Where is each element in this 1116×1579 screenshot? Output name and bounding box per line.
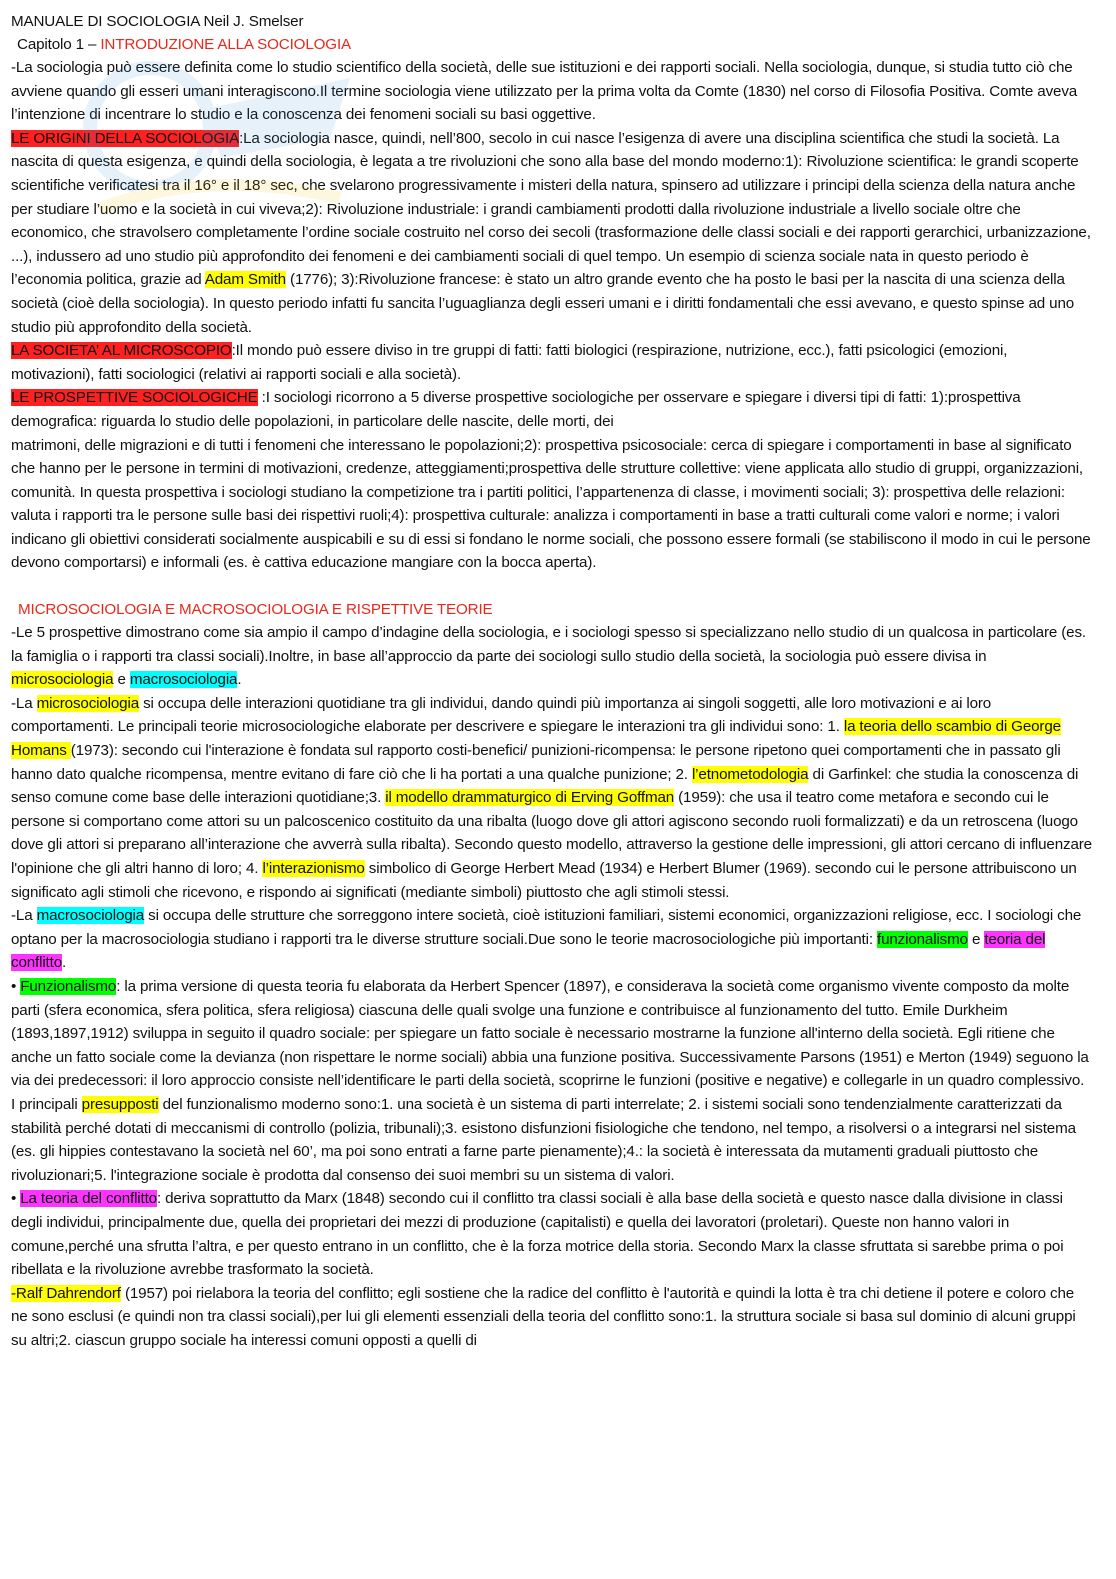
paragraph-prospettive bbox=[11, 386, 1092, 433]
section-title-micro-macro: MICROSOCIOLOGIA E MACROSOCIOLOGIA E RISPETTIVE TEORIE bbox=[18, 601, 493, 619]
highlight-presupposti: presupposti bbox=[81, 1095, 159, 1113]
highlight-funzionalismo-2: Funzionalismo bbox=[20, 977, 117, 995]
highlight-microsociologia: microsociologia bbox=[11, 671, 114, 689]
p8-text-a: : la prima versione di questa teoria fu elaborata da Herbert Spencer (1897), e considerava la società come organismo vivente composto da molte parti (sfera economica, sfera politica, sfera religiosa) ciascuna delle quali svolge una funzione e contribuisce al funzionamento del tutto. Emile Durkheim (1893,1897,1912) sviluppa in seguito il quadro sociale: per spiegare un fatto sociale è necessario mostrarne la funzione all'interno della società. Egli ritiene che anche un fatto sociale come la devianza (non rispettare le norme sociali) abbia una funzione positiva. Successivamente Parsons (1951) e Merton (1949) seguono la via dei predecessori: il loro approccio consiste nell’identificare le parti della società, scoprirne le funzioni (positive e negative) e collegarle in un quadro complessivo. I principali bbox=[11, 977, 1089, 1113]
paragraph-microscopio bbox=[11, 339, 1092, 386]
origini-text-a: :La sociologia nasce, quindi, nell’800, secolo in cui nasce l’esigenza di avere una disciplina scientifica che studi la società. La nascita di questa esigenza, e quindi della sociologia, è legata a tre rivoluzioni che sono alla base del mondo moderno:1): Rivoluzione scientifica: le grandi scoperte scientifiche verificatesi tra il 16° e il 18° sec, che svelarono progressivamente i misteri della natura, spinsero ad utilizzare i principi della scienza della natura anche per studiare l’uomo e la società in cui viveva;2): Rivoluzione industriale: i grandi cambiamenti prodotti dalla rivoluzione industriale a livello sociale oltre che economico, che stravolsero completamente l’ordine sociale costruito nel corso dei secoli (trasformazione delle classi sociali e dei rapporti gerarchici, urbanizzazione, ...), indussero ad uno studio più approfondito dei fenomeni e dei cambiamenti sociali di quel tempo. Un esempio di scienza sociale nata in questo periodo è l’economia politica, grazie ad bbox=[11, 129, 1091, 289]
highlight-dahrendorf: -Ralf Dahrendorf bbox=[11, 1284, 121, 1302]
p5-dot: . bbox=[237, 671, 242, 689]
document-title: MANUALE DI SOCIOLOGIA Neil J. Smelser bbox=[11, 13, 304, 30]
paragraph-prospettive-cont: matrimoni, delle migrazioni e di tutti i fenomeni che interessano le popolazioni;2): prospettiva psicosociale: cerca di spiegare i comportamenti in base al significato che hanno per le persone in termini di motivazioni, credenze, atteggiamenti;prospettiva delle strutture collettive: viene applicata allo studio di gruppi, organizzazioni, comunità. In questa prospettiva i sociologi studiano la competizione tra i partiti politici, l’appartenenza di classe, i movimenti sociali; 3): prospettiva delle relazioni: valuta i rapporti tra le persone sulle basi dei rispettivi ruoli;4): prospettiva culturale: analizza i comportamenti in base a tratti culturali come valori e norme; i valori indicano gli obiettivi considerati socialmente auspicabili e su di essi si fondano le norme sociali, che possono essere formali (se stabiliscono il modo in cui le persone devono comportarsi) e informali (es. è cattiva educazione mangiare con la bocca aperta). bbox=[11, 436, 1091, 572]
p7-dot: . bbox=[62, 954, 67, 972]
paragraph-conflitto bbox=[11, 1187, 1092, 1281]
highlight-goffman: il modello drammaturgico di Erving Goffman bbox=[385, 789, 675, 807]
bullet-funzionalismo: • bbox=[11, 977, 21, 995]
highlight-microsociologia-2: microsociologia bbox=[36, 694, 139, 712]
highlight-macrosociologia: macrosociologia bbox=[129, 671, 238, 689]
paragraph-microsociologia bbox=[11, 692, 1092, 904]
p5-and: e bbox=[113, 671, 130, 689]
paragraph-funzionalismo bbox=[11, 975, 1092, 1187]
p6-text-b: si occupa delle interazioni quotidiane tra gli individui, dando quindi più importanza ai singoli soggetti, alle loro motivazioni e ai loro comportamenti. Le principali teorie microsociologiche elaborate per descrivere e spiegare le interazioni tra gli individui sono: 1. bbox=[11, 694, 992, 736]
microscopio-text: :Il mondo può essere diviso in tre gruppi di fatti: fatti biologici (respirazione, nutrizione, ecc.), fatti psicologici (emozioni, motivazioni), fatti sociologici (relativi ai rapporti sociali e alla società). bbox=[11, 342, 1008, 383]
chapter-heading bbox=[11, 33, 1092, 56]
paragraph-dahrendorf bbox=[11, 1282, 1092, 1353]
highlight-funzionalismo: funzionalismo bbox=[877, 930, 968, 948]
highlight-interazionismo: l’interazionismo bbox=[262, 860, 365, 877]
chapter-prefix: Capitolo 1 – bbox=[17, 36, 101, 53]
bullet-conflitto: • bbox=[11, 1190, 21, 1208]
p6-text-a: -La bbox=[11, 694, 37, 712]
p6-text-c: (1973): secondo cui l'interazione è fondata sul rapporto costi-benefici/ punizioni-ricompensa: le persone ripetono quei comportamenti che in passato gli hanno dato qualche ricompensa, mentre evitano di fare ciò che li ha portati a una qualche punizione; 2. bbox=[11, 742, 1061, 783]
paragraph-macrosociologia bbox=[11, 904, 1092, 975]
p5-text-a: -Le 5 prospettive dimostrano come sia ampio il campo d’indagine della sociologia, e i sociologi spesso si specializzano nello studio di un qualcosa in particolare (es. la famiglia o i rapporti tra classi sociali).Inoltre, in base all’approccio da parte dei sociologi sullo studio della società, la sociologia può essere divisa in bbox=[11, 624, 1086, 665]
p8-text-b: del funzionalismo moderno sono:1. una società è un sistema di parti interrelate; 2. i sistemi sociali sono tendenzialmente caratterizzati da stabilità perché dotati di meccanismi di controllo (polizia, tribunali);3. esistono disfunzioni fisiologiche che tendono, nel tempo, a risolversi o a integrarsi nel sistema (es. gli hippies contestavano la società nel 60’, ma poi sono entrati a farne parte pienamente);4.: la società è interessata da mutamenti graduali piuttosto che rivoluzionari;5. l'integrazione sociale è prodotta dal consenso dei suoi membri su un sistema di valori. bbox=[11, 1095, 1076, 1184]
prospettive-text-a: :I sociologi ricorrono a 5 diverse prospettive sociologiche per osservare e spiegare i diversi tipi di fatti: 1):prospettiva demografica: riguarda lo studio delle popolazioni, in particolare delle nascite, delle morti, dei bbox=[11, 389, 1021, 430]
highlight-homans: la teoria dello scambio di George Homans bbox=[11, 718, 1061, 760]
paragraph-cinque-prospettive bbox=[11, 621, 1092, 692]
heading-origini: LE ORIGINI DELLA SOCIOLOGIA bbox=[11, 129, 240, 147]
paragraph-origini bbox=[11, 127, 1092, 339]
p9-text-a: : deriva soprattutto da Marx (1848) secondo cui il conflitto tra classi sociali è alla base della società e questo nasce dalla divisione in classi degli individui, principalmente due, quella dei proprietari dei mezzi di produzione (capitalisti) e quella dei lavoratori (proletari). Queste non hanno valori in comune,perché una sfrutta l’altra, e per questo entrano in un conflitto, che è la forza motrice della storia. Secondo Marx la classe sfruttata si sarebbe prima o poi ribellata e la rivoluzione avrebbe trasformato la società. bbox=[11, 1190, 1064, 1279]
heading-prospettive: LE PROSPETTIVE SOCIOLOGICHE bbox=[11, 389, 258, 407]
p7-and: e bbox=[967, 930, 985, 948]
highlight-etnometodologia: l’etnometodologia bbox=[691, 765, 809, 783]
paragraph-intro: -La sociologia può essere definita come lo studio scientifico della società, delle sue istituzioni e dei rapporti sociali. Nella sociologia, dunque, si studia tutto ciò che avviene quando gli esseri umani interagiscono.Il termine sociologia viene utilizzato per la prima volta da Comte (1830) nel corso di Filosofia Positiva. Comte aveva l’intenzione di incentrare lo studio e la conoscenza dei fenomeni sociali su basi oggettive. bbox=[11, 59, 1078, 124]
p6-text-e: (1959): che usa il teatro come metafora e secondo cui le persone si comportano come attori su un palcoscenico costituito da una ribalta (luogo dove gli attori agiscono secondo ruoli formalizzati) e da un retroscena (luogo dove gli attori si preparano all’interazione che avverrà sulla ribalta). Secondo questo modello, attraverso la gestione delle impressioni, gli attori cercano di influenzare l'opinione che gli altri hanno di loro; 4. bbox=[11, 789, 1092, 877]
heading-microscopio: LA SOCIETA’ AL MICROSCOPIO bbox=[11, 342, 232, 360]
p7-text-a: -La bbox=[11, 907, 37, 925]
p10-text-a: (1957) poi rielabora la teoria del conflitto; egli sostiene che la radice del conflitto è l'autorità e quindi la lotta è tra chi detiene il potere e coloro che ne sono esclusi (e quindi non tra classi sociali),per lui gli elementi essenziali della teoria del conflitto sono:1. la struttura sociale si basa sul dominio di alcuni gruppi su altri;2. ciascun gruppo sociale ha interessi comuni opposti a quelli di bbox=[11, 1284, 1076, 1349]
p6-text-f: simbolico di George Herbert Mead (1934) e Herbert Blumer (1969). secondo cui le persone attribuiscono un significato agli stimoli che ricevono, e rispondo ai significati (mediante simboli) piuttosto che agli stimoli stessi. bbox=[11, 860, 1077, 901]
chapter-title: INTRODUZIONE ALLA SOCIOLOGIA bbox=[100, 36, 351, 53]
highlight-teoria-conflitto-2: La teoria del conflitto bbox=[20, 1190, 157, 1208]
highlight-adam-smith: Adam Smith bbox=[204, 271, 286, 289]
p6-text-d: di Garfinkel: che studia la conoscenza di senso comune come base delle interazioni quotidiane;3. bbox=[11, 765, 1079, 807]
section-gap bbox=[11, 575, 1092, 598]
highlight-macrosociologia-2: macrosociologia bbox=[36, 907, 145, 925]
origini-text-b: (1776); 3):Rivoluzione francese: è stato un altro grande evento che ha posto le basi per la nascita di una scienza della società (cioè della sociologia). In questo periodo infatti fu sancita l’uguaglianza degli esseri umani e i diritti fondamentali che essi avevano, e questo spinse ad uno studio più approfondito della società. bbox=[11, 271, 1075, 336]
highlight-teoria-conflitto: teoria del conflitto bbox=[11, 930, 1046, 972]
p7-text-b: si occupa delle strutture che sorreggono intere società, cioè istituzioni familiari, sistemi economici, organizzazioni religiose, ecc. I sociologi che optano per la macrosociologia studiano i rapporti tra le diverse strutture sociali.Due sono le teorie macrosociologiche più importanti: bbox=[11, 907, 1082, 948]
